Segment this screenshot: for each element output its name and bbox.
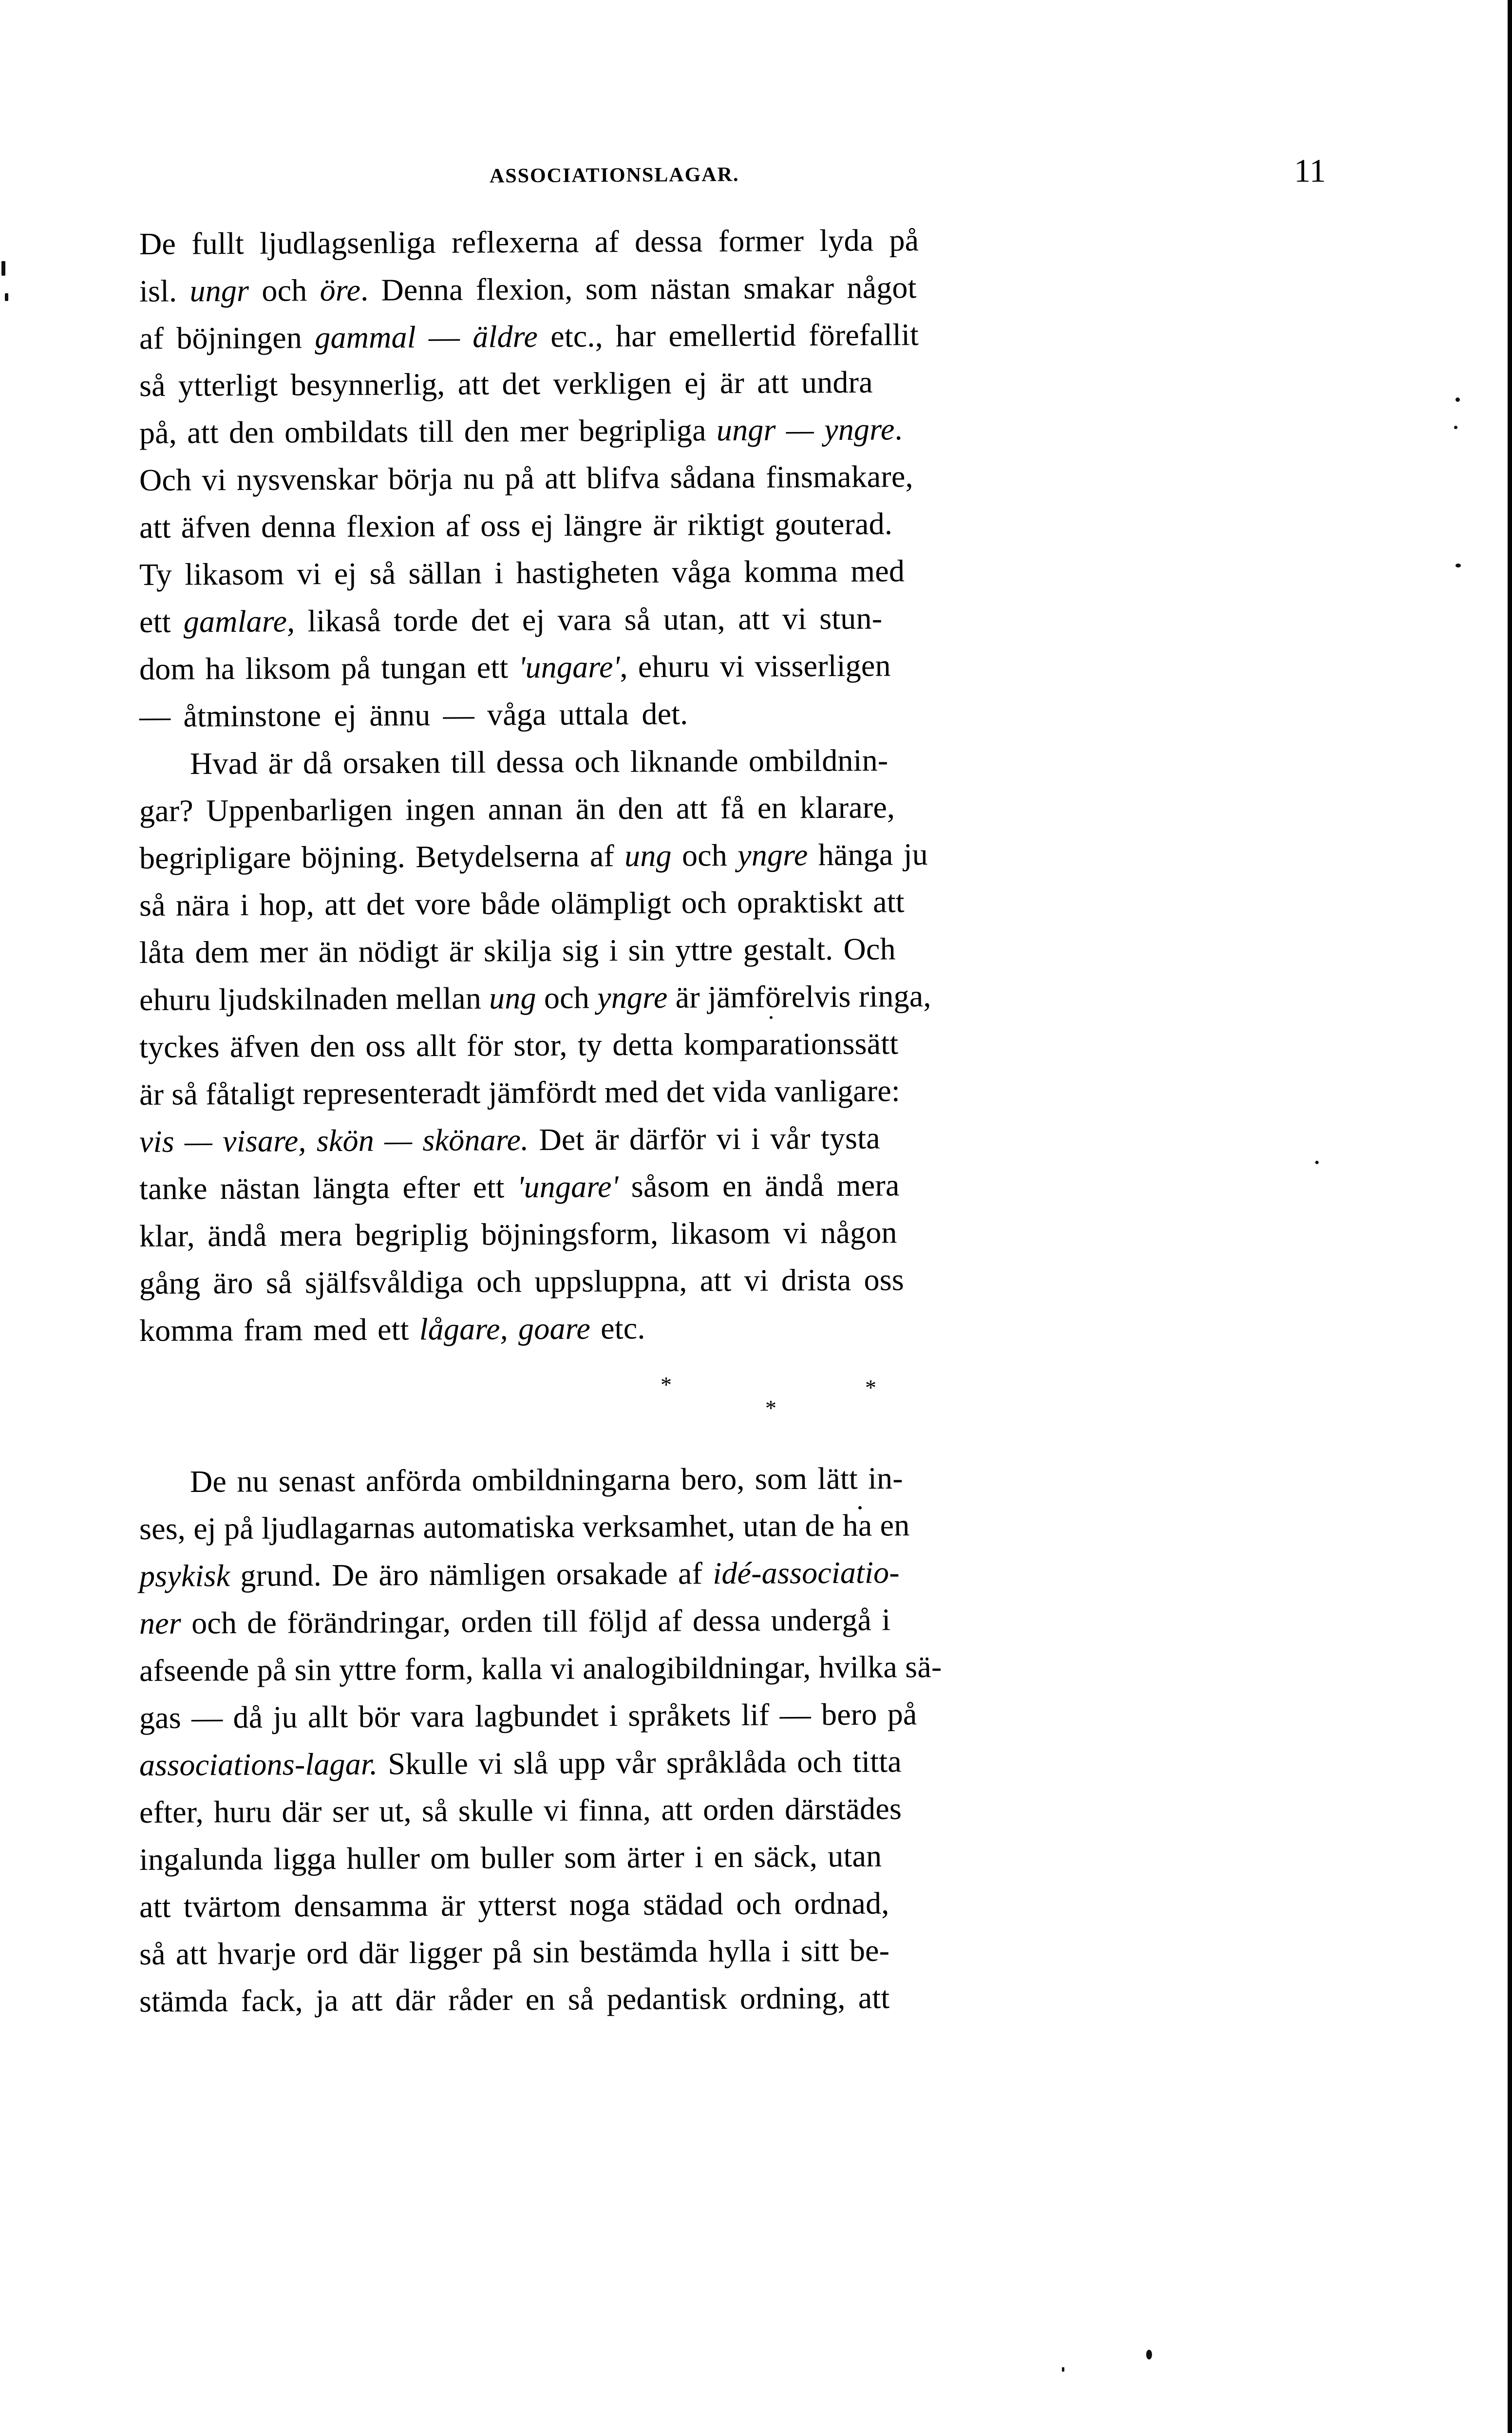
text-line bbox=[139, 1260, 1384, 1307]
text-line-content bbox=[139, 925, 896, 976]
text-line bbox=[139, 976, 1384, 1023]
plain-text: Ty likasom vi ej så sällan i hastigheten våga komma med bbox=[139, 553, 905, 592]
plain-text: — bbox=[416, 319, 473, 355]
plain-text: Och vi nysvenskar börja nu på att blifva sådana finsmakare, bbox=[139, 459, 913, 497]
paragraph-second bbox=[139, 1458, 1384, 2025]
text-line bbox=[139, 1118, 1384, 1165]
text-line-content bbox=[139, 1161, 900, 1212]
emphasis-text: äldre bbox=[472, 319, 538, 354]
plain-text: att äfven denna flexion af oss ej längre är riktigt gouterad. bbox=[139, 506, 893, 545]
emphasis-text: ungr bbox=[189, 273, 249, 308]
text-line bbox=[139, 362, 1384, 409]
text-line-content bbox=[139, 311, 919, 362]
text-line bbox=[139, 1883, 1384, 1930]
plain-text: ehuru ljudskilnaden mellan bbox=[139, 981, 490, 1017]
plain-text: grund. De äro nämligen orsakade af bbox=[230, 1556, 713, 1593]
emphasis-text: ung bbox=[489, 981, 536, 1016]
text-line bbox=[139, 1212, 1384, 1260]
plain-text: klar, ändå mera begriplig böjningsform, likasom vi någon bbox=[139, 1215, 897, 1253]
text-line bbox=[139, 267, 1384, 315]
text-line bbox=[139, 456, 1384, 504]
text-line-content bbox=[139, 216, 919, 267]
plain-text: att tvärtom densamma är ytterst noga städad och ordnad, bbox=[139, 1886, 889, 1924]
ink-blot-artifact bbox=[1146, 2350, 1152, 2359]
text-line bbox=[139, 787, 1384, 834]
plain-text: är så fåtaligt representeradt jämfördt med det vida vanligare: bbox=[139, 1073, 901, 1112]
asterisk-icon-right: * bbox=[865, 1375, 876, 1400]
text-line bbox=[139, 409, 1384, 456]
plain-text: . Denna flexion, som nästan smakar något bbox=[360, 270, 917, 307]
text-line-content bbox=[139, 972, 931, 1023]
text-line-content bbox=[139, 1879, 889, 1930]
text-line-content bbox=[139, 1114, 880, 1165]
text-line bbox=[139, 1694, 1384, 1741]
plain-text: ett bbox=[139, 604, 184, 639]
paragraph-first bbox=[139, 220, 1384, 1354]
plain-text: gas — då ju allt bör vara lagbundet i språkets lif — bero på bbox=[139, 1697, 917, 1735]
text-line bbox=[139, 1836, 1384, 1883]
text-line bbox=[139, 1307, 1384, 1354]
text-line-content bbox=[139, 500, 893, 551]
text-line bbox=[139, 1023, 1384, 1071]
text-line-content bbox=[139, 595, 883, 645]
text-line-content bbox=[139, 1304, 645, 1354]
text-line bbox=[139, 882, 1384, 929]
plain-text: De nu senast anförda ombildningarna bero, som lätt in- bbox=[189, 1460, 903, 1499]
plain-text: såsom en ändå mera bbox=[618, 1168, 900, 1204]
text-line-content bbox=[190, 1454, 903, 1505]
text-line-content bbox=[139, 358, 873, 409]
text-line-content bbox=[139, 1501, 910, 1552]
page-number: 11 bbox=[1294, 152, 1326, 189]
text-line bbox=[139, 504, 1384, 551]
plain-text: , ehuru vi visserligen bbox=[620, 648, 891, 684]
plain-text: Hvad är då orsaken till dessa och liknande ombildnin- bbox=[189, 742, 888, 781]
text-line-content bbox=[139, 453, 913, 504]
plain-text: och bbox=[536, 980, 598, 1016]
emphasis-text: yngre bbox=[737, 837, 808, 872]
margin-artifact-left-dot bbox=[5, 293, 8, 301]
emphasis-text: gamlare, bbox=[183, 604, 295, 639]
text-line bbox=[139, 1552, 1384, 1600]
text-line-content bbox=[139, 1832, 882, 1883]
plain-text: så nära i hop, att det vore både olämpligt och opraktiskt att bbox=[139, 884, 905, 923]
text-line-content bbox=[139, 1737, 902, 1789]
plain-text: komma fram med ett bbox=[139, 1312, 419, 1348]
plain-text: och bbox=[671, 837, 738, 873]
plain-text: är jämförelvis ringa, bbox=[667, 979, 931, 1015]
text-line bbox=[139, 834, 1384, 882]
plain-text: och bbox=[249, 273, 320, 308]
emphasis-text: associations-lagar. bbox=[139, 1746, 378, 1782]
text-line bbox=[139, 1071, 1384, 1118]
plain-text: likaså torde det ej vara så utan, att vi stun- bbox=[295, 601, 883, 639]
plain-text: så att hvarje ord där ligger på sin bestämda hylla i sitt be- bbox=[139, 1933, 890, 1971]
asterisk-divider bbox=[139, 1374, 1384, 1447]
text-line bbox=[139, 1505, 1384, 1552]
text-line-content bbox=[139, 405, 903, 456]
text-line bbox=[139, 598, 1384, 645]
text-line-content bbox=[139, 1596, 891, 1647]
running-head bbox=[127, 152, 1383, 200]
text-line bbox=[139, 1647, 1384, 1694]
plain-text: ingalunda ligga huller om buller som ärter i en säck, utan bbox=[139, 1838, 882, 1877]
emphasis-text: vis — visare, skön — skönare. bbox=[139, 1122, 529, 1159]
text-line-content bbox=[139, 690, 688, 740]
emphasis-text: öre bbox=[320, 272, 361, 308]
body-text bbox=[139, 220, 1384, 2025]
plain-text: hänga ju bbox=[808, 837, 928, 872]
text-line-content bbox=[139, 1974, 890, 2025]
emphasis-text: ung bbox=[624, 838, 672, 873]
emphasis-text: lågare, goare bbox=[419, 1311, 591, 1347]
plain-text: tyckes äfven den oss allt för stor, ty detta komparationssätt bbox=[139, 1026, 899, 1064]
text-line bbox=[139, 1458, 1384, 1505]
asterisk-icon-center: * bbox=[765, 1396, 776, 1420]
plain-text: och de förändringar, orden till följd af dessa undergå i bbox=[181, 1602, 891, 1641]
text-line bbox=[139, 1600, 1384, 1647]
plain-text: på, att den ombildats till den mer begripliga bbox=[139, 413, 717, 450]
text-line-content bbox=[139, 1256, 904, 1307]
text-line bbox=[139, 1789, 1384, 1836]
text-line bbox=[139, 929, 1384, 976]
running-head-title: ASSOCIATIONSLAGAR. bbox=[489, 163, 739, 188]
text-line-content bbox=[139, 878, 905, 929]
emphasis-text: idé-associatio- bbox=[713, 1555, 900, 1591]
plain-text: isl. bbox=[139, 273, 190, 308]
text-line-content bbox=[139, 783, 895, 834]
text-line-content bbox=[139, 1926, 890, 1978]
text-line-content bbox=[139, 1548, 900, 1600]
plain-text: stämda fack, ja att där råder en så pedantisk ordning, att bbox=[139, 1980, 890, 2018]
text-line-content bbox=[139, 1785, 902, 1836]
emphasis-text: ner bbox=[139, 1605, 182, 1641]
plain-text: . bbox=[894, 412, 903, 447]
text-line-content bbox=[139, 264, 917, 315]
emphasis-text: 'ungare' bbox=[518, 649, 620, 685]
plain-text: etc., har emellertid förefallit bbox=[537, 317, 919, 354]
plain-text: ses, ej på ljudlagarnas automatiska verksamhet, utan de ha en bbox=[139, 1508, 910, 1546]
text-line-content bbox=[139, 641, 891, 693]
plain-text: efter, huru där ser ut, så skulle vi finna, att orden därstädes bbox=[139, 1791, 902, 1829]
text-line-content bbox=[190, 736, 888, 787]
scan-edge-artifact bbox=[1508, 0, 1512, 2433]
text-line bbox=[139, 1930, 1384, 1978]
emphasis-text: psykisk bbox=[139, 1558, 230, 1593]
text-line bbox=[139, 740, 1384, 787]
ink-speck-artifact bbox=[1062, 2367, 1064, 2372]
emphasis-text: gammal bbox=[315, 320, 416, 355]
plain-text: begripligare böjning. Betydelserna af bbox=[139, 838, 625, 875]
emphasis-text: 'ungare' bbox=[517, 1169, 619, 1205]
text-line-content bbox=[139, 1643, 942, 1694]
asterisk-icon-left: * bbox=[661, 1372, 672, 1397]
text-line bbox=[139, 645, 1384, 693]
margin-artifact-left-tick bbox=[1, 261, 5, 276]
plain-text: De fullt ljudlagsenliga reflexerna af dessa former lyda på bbox=[139, 223, 919, 261]
plain-text: af böjningen bbox=[139, 320, 315, 356]
text-line bbox=[139, 693, 1384, 740]
text-line bbox=[139, 1978, 1384, 2025]
emphasis-text: ungr — yngre bbox=[716, 412, 895, 448]
plain-text: Det är därför vi i vår tysta bbox=[529, 1120, 880, 1157]
text-line-content bbox=[139, 1208, 897, 1260]
margin-artifact-right-dot-a bbox=[1455, 397, 1460, 402]
text-line-content bbox=[139, 1067, 900, 1118]
margin-artifact-right-dot-c bbox=[1455, 564, 1461, 567]
plain-text: tanke nästan längta efter ett bbox=[139, 1169, 517, 1206]
margin-artifact-right-dot-b bbox=[1454, 426, 1457, 429]
text-line bbox=[139, 315, 1384, 362]
plain-text: etc. bbox=[590, 1310, 645, 1346]
text-line bbox=[139, 1741, 1384, 1789]
text-line bbox=[139, 551, 1384, 598]
text-line bbox=[139, 1165, 1384, 1212]
text-line-content bbox=[139, 1019, 899, 1071]
plain-text: — åtminstone ej ännu — våga uttala det. bbox=[139, 696, 688, 734]
text-line-content bbox=[139, 830, 928, 882]
plain-text: dom ha liksom på tungan ett bbox=[139, 650, 519, 686]
emphasis-text: yngre bbox=[597, 980, 668, 1015]
plain-text: låta dem mer än nödigt är skilja sig i sin yttre gestalt. Och bbox=[139, 931, 896, 970]
text-line bbox=[139, 220, 1384, 267]
plain-text: gång äro så själfsvåldiga och uppsluppna, att vi drista oss bbox=[139, 1262, 905, 1301]
text-line-content bbox=[139, 1690, 917, 1741]
plain-text: så ytterligt besynnerlig, att det verkligen ej är att undra bbox=[139, 364, 873, 403]
plain-text: gar? Uppenbarligen ingen annan än den att få en klarare, bbox=[139, 790, 895, 828]
text-line-content bbox=[139, 547, 905, 598]
plain-text: Skulle vi slå upp vår språklåda och titta bbox=[378, 1744, 902, 1781]
plain-text: afseende på sin yttre form, kalla vi analogibildningar, hvilka sä- bbox=[139, 1649, 942, 1688]
